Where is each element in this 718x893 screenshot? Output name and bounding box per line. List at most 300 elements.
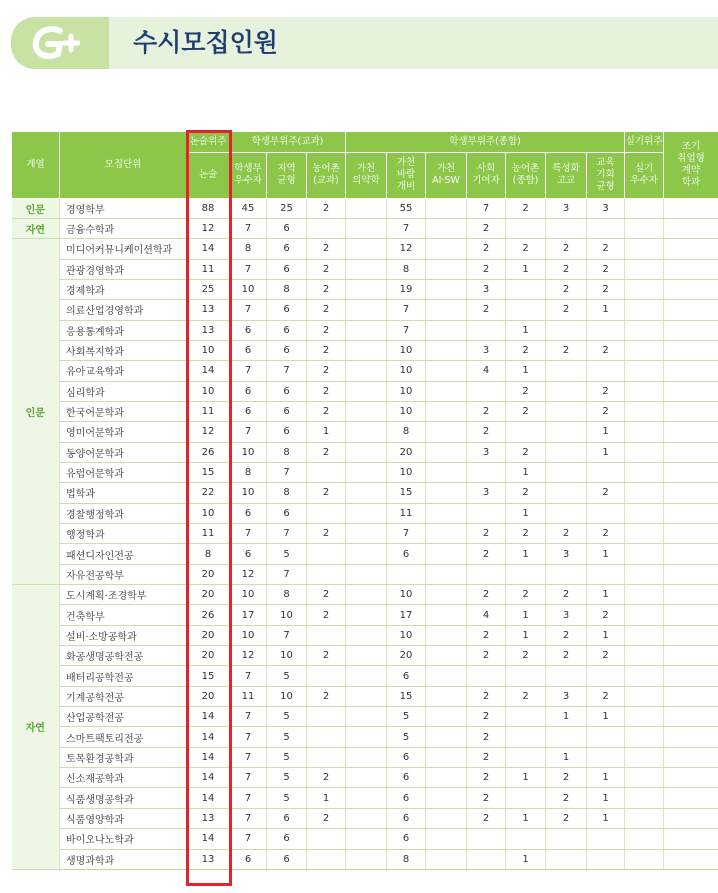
count-cell: 3	[467, 340, 506, 360]
count-cell: 15	[187, 462, 230, 482]
count-cell: 11	[187, 524, 230, 544]
category-cell: 자연	[12, 218, 60, 238]
count-cell	[307, 707, 346, 727]
count-cell: 8	[267, 279, 307, 299]
count-cell: 8	[267, 442, 307, 462]
count-cell	[506, 707, 546, 727]
count-cell	[426, 340, 467, 360]
count-cell	[346, 218, 387, 238]
count-cell: 14	[187, 361, 230, 381]
count-cell: 1	[506, 361, 546, 381]
count-cell	[587, 361, 625, 381]
count-cell: 2	[587, 279, 625, 299]
count-cell	[625, 503, 664, 523]
count-cell	[664, 646, 718, 666]
count-cell	[664, 707, 718, 727]
header-unit: 모집단위	[60, 132, 187, 198]
table-row	[12, 401, 718, 421]
count-cell	[664, 218, 718, 238]
table-row	[12, 564, 718, 584]
count-cell: 6	[267, 829, 307, 849]
count-cell	[664, 483, 718, 503]
count-cell: 2	[467, 259, 506, 279]
count-cell: 2	[546, 524, 587, 544]
count-cell: 10	[230, 585, 267, 605]
count-cell: 10	[387, 340, 426, 360]
count-cell: 7	[230, 829, 267, 849]
count-cell	[546, 483, 587, 503]
table-row	[12, 625, 718, 645]
count-cell: 2	[467, 401, 506, 421]
count-cell	[664, 320, 718, 340]
count-cell	[625, 605, 664, 625]
count-cell: 2	[506, 585, 546, 605]
count-cell	[664, 462, 718, 482]
count-cell: 1	[546, 747, 587, 767]
table-row	[12, 727, 718, 747]
header-sub: 가천 AI·SW	[426, 152, 467, 198]
count-cell	[346, 320, 387, 340]
count-cell	[664, 361, 718, 381]
header-sub: 학생부 우수자	[230, 152, 267, 198]
count-cell: 10	[230, 625, 267, 645]
count-cell	[625, 564, 664, 584]
count-cell: 6	[230, 340, 267, 360]
count-cell: 1	[307, 788, 346, 808]
count-cell	[426, 259, 467, 279]
table-row	[12, 849, 718, 869]
count-cell	[664, 808, 718, 828]
count-cell	[467, 564, 506, 584]
header-category: 계열	[12, 132, 60, 198]
unit-name-cell: 관광경영학과	[60, 259, 187, 279]
count-cell: 1	[506, 544, 546, 564]
count-cell: 2	[307, 605, 346, 625]
count-cell	[346, 768, 387, 788]
count-cell	[625, 829, 664, 849]
count-cell: 17	[387, 605, 426, 625]
count-cell	[426, 605, 467, 625]
count-cell: 4	[467, 605, 506, 625]
count-cell	[664, 605, 718, 625]
count-cell: 1	[587, 422, 625, 442]
count-cell	[664, 768, 718, 788]
count-cell: 10	[387, 361, 426, 381]
unit-name-cell: 유아교육학과	[60, 361, 187, 381]
count-cell	[587, 503, 625, 523]
count-cell: 2	[506, 239, 546, 259]
header-sub: 지역 균형	[267, 152, 307, 198]
count-cell: 20	[187, 625, 230, 645]
count-cell: 2	[506, 483, 546, 503]
count-cell	[426, 585, 467, 605]
count-cell: 6	[267, 239, 307, 259]
count-cell: 2	[546, 340, 587, 360]
count-cell: 1	[546, 707, 587, 727]
count-cell	[625, 442, 664, 462]
count-cell: 2	[587, 259, 625, 279]
count-cell: 2	[506, 198, 546, 218]
unit-name-cell: 동양어문학과	[60, 442, 187, 462]
count-cell	[664, 727, 718, 747]
count-cell: 1	[506, 849, 546, 869]
count-cell	[467, 849, 506, 869]
count-cell	[346, 198, 387, 218]
count-cell: 25	[187, 279, 230, 299]
count-cell	[625, 483, 664, 503]
header-sub: 논술	[187, 152, 230, 198]
count-cell: 2	[506, 686, 546, 706]
count-cell: 15	[187, 666, 230, 686]
count-cell: 3	[467, 442, 506, 462]
count-cell	[426, 483, 467, 503]
unit-name-cell: 자유전공학부	[60, 564, 187, 584]
count-cell: 2	[546, 768, 587, 788]
count-cell: 5	[267, 768, 307, 788]
count-cell	[587, 666, 625, 686]
count-cell	[587, 564, 625, 584]
gachon-logo-icon	[30, 25, 80, 61]
count-cell: 2	[467, 768, 506, 788]
count-cell	[625, 544, 664, 564]
count-cell: 2	[546, 808, 587, 828]
header-group-gyogwa: 학생부위주(교과)	[230, 132, 346, 152]
count-cell	[346, 808, 387, 828]
count-cell	[664, 198, 718, 218]
count-cell: 2	[467, 524, 506, 544]
count-cell: 3	[546, 198, 587, 218]
table-row	[12, 279, 718, 299]
count-cell: 7	[267, 462, 307, 482]
count-cell	[625, 381, 664, 401]
table-row	[12, 361, 718, 381]
header-group-silgi: 실기위주	[625, 132, 664, 152]
table-row	[12, 524, 718, 544]
count-cell	[426, 829, 467, 849]
count-cell	[664, 524, 718, 544]
header-sub: 실기 우수자	[625, 152, 664, 198]
count-cell	[426, 686, 467, 706]
unit-name-cell: 신소재공학과	[60, 768, 187, 788]
count-cell: 10	[187, 340, 230, 360]
count-cell: 7	[230, 259, 267, 279]
count-cell: 2	[467, 422, 506, 442]
count-cell: 6	[267, 401, 307, 421]
count-cell	[346, 747, 387, 767]
count-cell: 2	[307, 239, 346, 259]
count-cell: 1	[506, 462, 546, 482]
count-cell	[664, 239, 718, 259]
count-cell: 2	[506, 524, 546, 544]
count-cell	[346, 524, 387, 544]
header-sub: 교육 기회 균형	[587, 152, 625, 198]
count-cell	[625, 422, 664, 442]
category-cell: 인문	[12, 239, 60, 585]
count-cell: 3	[467, 279, 506, 299]
count-cell: 6	[387, 788, 426, 808]
count-cell: 20	[187, 585, 230, 605]
count-cell	[426, 544, 467, 564]
count-cell: 3	[467, 483, 506, 503]
count-cell: 3	[587, 198, 625, 218]
count-cell: 2	[587, 646, 625, 666]
count-cell: 7	[230, 422, 267, 442]
count-cell: 6	[387, 808, 426, 828]
count-cell: 7	[230, 218, 267, 238]
unit-name-cell: 사회복지학과	[60, 340, 187, 360]
count-cell	[426, 442, 467, 462]
unit-name-cell: 바이오나노학과	[60, 829, 187, 849]
count-cell	[664, 401, 718, 421]
count-cell: 7	[230, 361, 267, 381]
unit-name-cell: 기계공학전공	[60, 686, 187, 706]
count-cell: 7	[267, 524, 307, 544]
count-cell: 7	[230, 768, 267, 788]
count-cell: 10	[267, 686, 307, 706]
count-cell: 1	[587, 808, 625, 828]
count-cell: 2	[307, 524, 346, 544]
count-cell: 6	[387, 747, 426, 767]
table-row	[12, 503, 718, 523]
count-cell: 14	[187, 768, 230, 788]
count-cell: 14	[187, 747, 230, 767]
unit-name-cell: 경찰행정학과	[60, 503, 187, 523]
page-title: 수시모집인원	[133, 28, 278, 57]
header-sub: 가천 의약학	[346, 152, 387, 198]
count-cell	[346, 259, 387, 279]
count-cell: 8	[387, 422, 426, 442]
count-cell	[426, 625, 467, 645]
count-cell: 2	[467, 788, 506, 808]
count-cell	[625, 239, 664, 259]
count-cell	[664, 279, 718, 299]
count-cell	[307, 625, 346, 645]
count-cell	[664, 747, 718, 767]
count-cell: 8	[230, 239, 267, 259]
count-cell: 20	[187, 686, 230, 706]
count-cell	[664, 442, 718, 462]
header-group-essay: 논술위주	[187, 132, 230, 152]
count-cell	[546, 442, 587, 462]
count-cell: 6	[230, 503, 267, 523]
count-cell	[426, 401, 467, 421]
count-cell	[467, 462, 506, 482]
count-cell	[587, 727, 625, 747]
count-cell	[625, 707, 664, 727]
count-cell	[664, 422, 718, 442]
count-cell: 2	[467, 707, 506, 727]
count-cell	[346, 707, 387, 727]
count-cell	[546, 320, 587, 340]
unit-name-cell: 경제학과	[60, 279, 187, 299]
count-cell: 10	[267, 605, 307, 625]
count-cell: 8	[187, 544, 230, 564]
count-cell: 11	[387, 503, 426, 523]
count-cell	[346, 503, 387, 523]
count-cell	[426, 462, 467, 482]
count-cell	[426, 218, 467, 238]
count-cell: 1	[506, 259, 546, 279]
count-cell: 5	[267, 666, 307, 686]
table-row	[12, 198, 718, 218]
count-cell	[426, 503, 467, 523]
unit-name-cell: 건축학부	[60, 605, 187, 625]
count-cell: 10	[187, 381, 230, 401]
count-cell	[625, 788, 664, 808]
count-cell: 2	[546, 625, 587, 645]
count-cell: 2	[467, 239, 506, 259]
unit-name-cell: 심리학과	[60, 381, 187, 401]
count-cell	[426, 849, 467, 869]
count-cell	[506, 666, 546, 686]
count-cell	[625, 259, 664, 279]
count-cell: 2	[307, 401, 346, 421]
count-cell	[426, 808, 467, 828]
unit-name-cell: 유럽어문학과	[60, 462, 187, 482]
count-cell: 7	[267, 361, 307, 381]
count-cell	[546, 361, 587, 381]
count-cell	[625, 320, 664, 340]
count-cell: 2	[467, 300, 506, 320]
count-cell	[346, 625, 387, 645]
count-cell	[546, 666, 587, 686]
count-cell: 10	[387, 625, 426, 645]
unit-name-cell: 의료산업경영학과	[60, 300, 187, 320]
count-cell: 1	[307, 422, 346, 442]
count-cell: 1	[587, 625, 625, 645]
count-cell: 2	[307, 361, 346, 381]
count-cell	[307, 564, 346, 584]
count-cell: 6	[267, 259, 307, 279]
count-cell	[426, 727, 467, 747]
count-cell: 10	[387, 401, 426, 421]
count-cell	[625, 727, 664, 747]
count-cell: 6	[267, 503, 307, 523]
count-cell: 4	[467, 361, 506, 381]
count-cell	[625, 849, 664, 869]
header-sub: 사회 기여자	[467, 152, 506, 198]
unit-name-cell: 설비·소방공학과	[60, 625, 187, 645]
count-cell: 26	[187, 605, 230, 625]
count-cell	[467, 666, 506, 686]
table-row	[12, 788, 718, 808]
count-cell: 10	[230, 279, 267, 299]
count-cell: 20	[387, 442, 426, 462]
count-cell: 10	[267, 646, 307, 666]
count-cell: 2	[467, 544, 506, 564]
count-cell: 12	[187, 422, 230, 442]
count-cell: 2	[467, 646, 506, 666]
count-cell	[426, 239, 467, 259]
count-cell: 6	[267, 808, 307, 828]
count-cell	[546, 462, 587, 482]
header-sub: 농어촌 (종합)	[506, 152, 546, 198]
unit-name-cell: 화공생명공학전공	[60, 646, 187, 666]
table-row	[12, 442, 718, 462]
count-cell	[625, 279, 664, 299]
count-cell: 2	[307, 320, 346, 340]
count-cell: 2	[506, 646, 546, 666]
count-cell	[664, 340, 718, 360]
category-cell: 자연	[12, 585, 60, 870]
count-cell	[664, 666, 718, 686]
count-cell: 2	[307, 808, 346, 828]
count-cell: 10	[230, 483, 267, 503]
count-cell: 22	[187, 483, 230, 503]
count-cell: 2	[587, 239, 625, 259]
count-cell	[625, 300, 664, 320]
count-cell	[346, 401, 387, 421]
count-cell	[307, 462, 346, 482]
count-cell	[426, 381, 467, 401]
count-cell: 6	[387, 666, 426, 686]
count-cell: 20	[387, 646, 426, 666]
count-cell	[467, 381, 506, 401]
count-cell	[307, 544, 346, 564]
count-cell	[625, 666, 664, 686]
count-cell: 15	[387, 686, 426, 706]
count-cell	[506, 727, 546, 747]
count-cell: 2	[587, 483, 625, 503]
count-cell	[587, 747, 625, 767]
count-cell: 2	[307, 259, 346, 279]
count-cell	[346, 849, 387, 869]
count-cell: 1	[506, 503, 546, 523]
count-cell	[426, 646, 467, 666]
count-cell: 3	[546, 605, 587, 625]
table-row	[12, 605, 718, 625]
count-cell	[426, 361, 467, 381]
count-cell: 2	[307, 442, 346, 462]
count-cell: 2	[307, 198, 346, 218]
header-sub: 가천 바람 개비	[387, 152, 426, 198]
count-cell: 2	[467, 808, 506, 828]
count-cell: 14	[187, 727, 230, 747]
count-cell	[664, 503, 718, 523]
count-cell	[587, 218, 625, 238]
count-cell	[546, 849, 587, 869]
count-cell: 7	[230, 808, 267, 828]
banner-logo-area	[11, 17, 109, 69]
count-cell: 8	[387, 259, 426, 279]
count-cell	[426, 198, 467, 218]
count-cell	[426, 564, 467, 584]
count-cell	[664, 788, 718, 808]
count-cell: 2	[546, 259, 587, 279]
count-cell	[664, 381, 718, 401]
count-cell: 3	[546, 686, 587, 706]
table-row	[12, 462, 718, 482]
count-cell: 10	[387, 462, 426, 482]
table-row	[12, 483, 718, 503]
count-cell: 13	[187, 320, 230, 340]
count-cell	[506, 422, 546, 442]
count-cell: 1	[506, 625, 546, 645]
count-cell	[426, 300, 467, 320]
count-cell: 6	[230, 544, 267, 564]
count-cell: 2	[587, 340, 625, 360]
count-cell: 10	[387, 381, 426, 401]
count-cell: 2	[467, 625, 506, 645]
count-cell: 6	[230, 381, 267, 401]
count-cell	[426, 422, 467, 442]
count-cell	[346, 300, 387, 320]
count-cell: 5	[267, 727, 307, 747]
count-cell: 6	[267, 849, 307, 869]
count-cell: 2	[307, 381, 346, 401]
count-cell	[307, 727, 346, 747]
count-cell: 7	[230, 707, 267, 727]
